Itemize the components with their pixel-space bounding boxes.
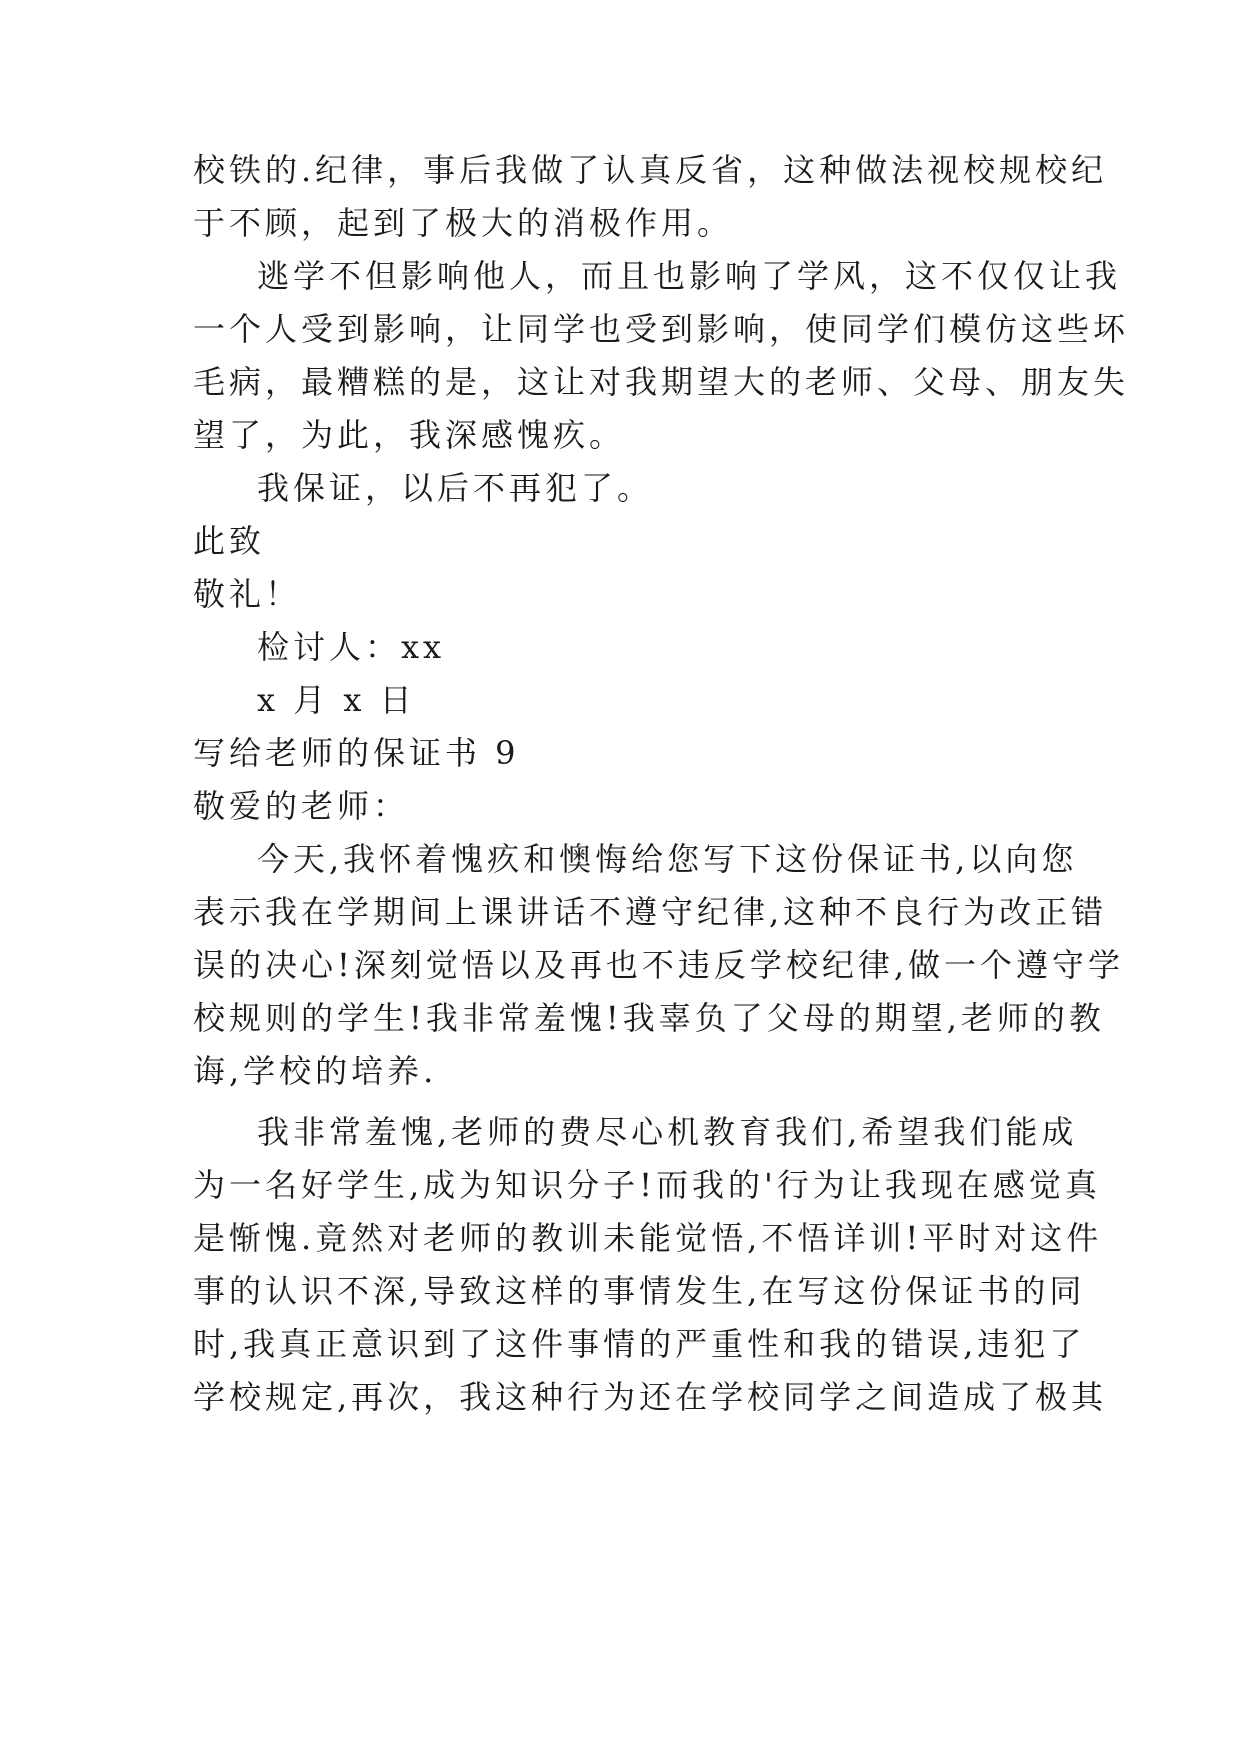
closing-cizhi: 此致: [193, 522, 266, 560]
paragraph-3: 我保证，以后不再犯了。: [257, 469, 654, 507]
paragraph-5-line-2: 为一名好学生,成为知识分子!而我的'行为让我现在感觉真: [193, 1166, 1101, 1204]
paragraph-5-line-3: 是惭愧.竟然对老师的教训未能觉悟,不悟详训!平时对这件: [193, 1219, 1103, 1257]
paragraph-4-line-3: 误的决心!深刻觉悟以及再也不违反学校纪律,做一个遵守学: [193, 946, 1125, 984]
paragraph-2-line-3: 毛病，最糟糕的是，这让对我期望大的老师、父母、朋友失: [193, 363, 1130, 401]
paragraph-2-line-4: 望了，为此，我深感愧疚。: [193, 416, 626, 454]
date: x 月 x 日: [257, 681, 416, 719]
paragraph-4-line-5: 诲,学校的培养.: [193, 1052, 438, 1090]
paragraph-1-line-2: 于不顾，起到了极大的消极作用。: [193, 204, 734, 242]
paragraph-4-line-2: 表示我在学期间上课讲话不遵守纪律,这种不良行为改正错: [193, 893, 1108, 931]
paragraph-5-line-1: 我非常羞愧,老师的费尽心机教育我们,希望我们能成: [257, 1113, 1078, 1151]
paragraph-2-line-1: 逃学不但影响他人，而且也影响了学风，这不仅仅让我: [257, 257, 1122, 295]
paragraph-5-line-4: 事的认识不深,导致这样的事情发生,在写这份保证书的同: [193, 1272, 1086, 1310]
section-title: 写给老师的保证书 9: [193, 734, 520, 772]
paragraph-4-line-4: 校规则的学生!我非常羞愧!我辜负了父母的期望,老师的教: [193, 999, 1105, 1037]
paragraph-5-line-6: 学校规定,再次，我这种行为还在学校同学之间造成了极其: [193, 1378, 1108, 1416]
paragraph-5-line-5: 时,我真正意识到了这件事情的严重性和我的错误,违犯了: [193, 1325, 1086, 1363]
closing-jingli: 敬礼！: [193, 575, 302, 613]
paragraph-4-line-1: 今天,我怀着愧疚和懊悔给您写下这份保证书,以向您: [257, 840, 1078, 878]
paragraph-1-line-1: 校铁的.纪律，事后我做了认真反省，这种做法视校规校纪: [193, 151, 1108, 189]
paragraph-2-line-2: 一个人受到影响，让同学也受到影响，使同学们模仿这些坏: [193, 310, 1130, 348]
signer: 检讨人：xx: [257, 628, 446, 666]
salutation: 敬爱的老师：: [193, 787, 410, 825]
